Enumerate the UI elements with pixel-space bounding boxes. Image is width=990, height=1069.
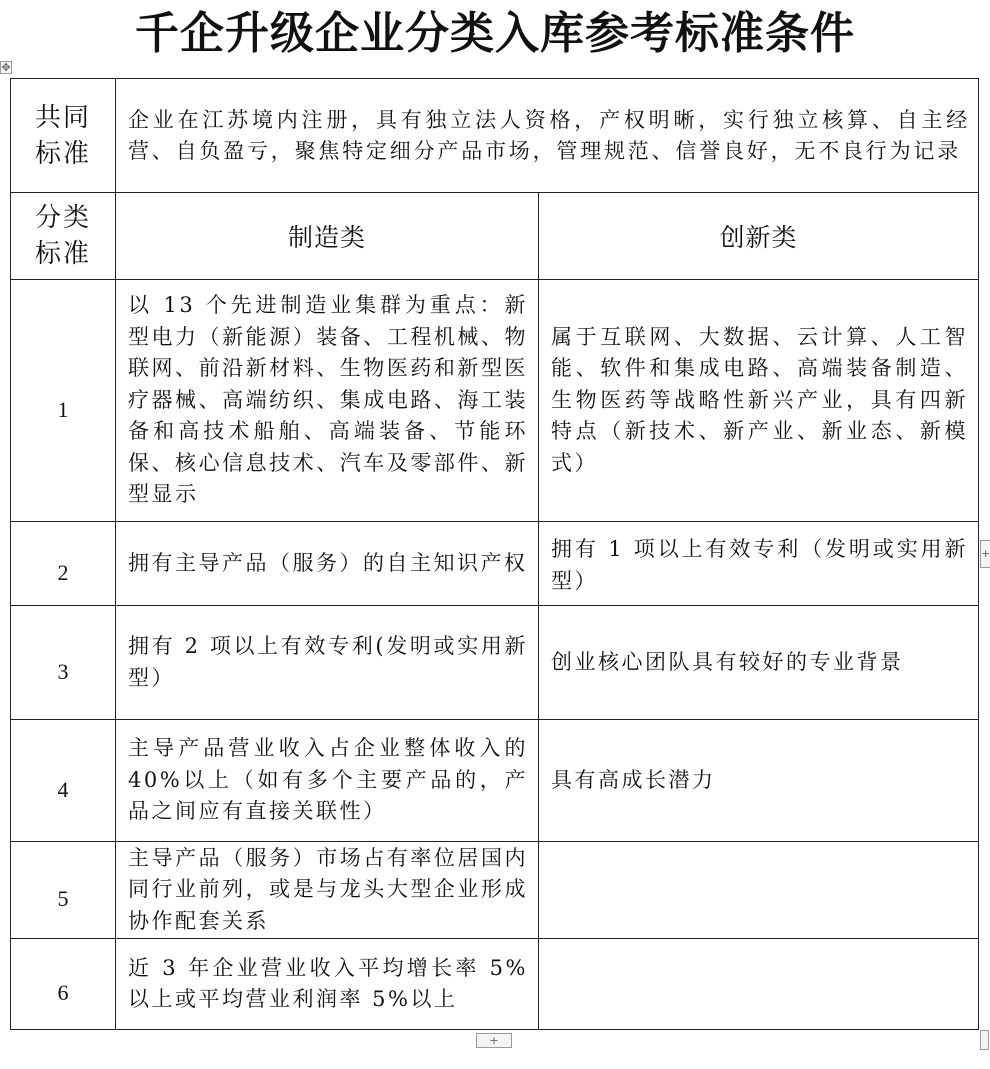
table-row <box>11 280 979 522</box>
innovation-criterion: 创业核心团队具有较好的专业背景 <box>539 606 979 720</box>
column-header-innovation: 创新类 <box>539 193 979 280</box>
category-standard-label-cell <box>11 193 116 280</box>
table-row-common <box>11 79 979 193</box>
manufacturing-criterion: 近 3 年企业营业收入平均增长率 5%以上或平均营业利润率 5%以上 <box>116 939 539 1030</box>
manufacturing-criterion: 主导产品（服务）市场占有率位居国内同行业前列，或是与龙头大型企业形成协作配套关系 <box>116 842 539 939</box>
row-number: 5 <box>11 842 116 939</box>
innovation-criterion: 拥有 1 项以上有效专利（发明或实用新型） <box>539 522 979 606</box>
innovation-criterion <box>539 842 979 939</box>
manufacturing-criterion: 以 13 个先进制造业集群为重点：新型电力（新能源）装备、工程机械、物联网、前沿新材料、生物医药和新型医疗器械、高端纺织、集成电路、海工装备和高技术船舶、高端装备、节能环保、核心信息技术、汽车及零部件、新型显示 <box>116 280 539 522</box>
manufacturing-criterion: 拥有主导产品（服务）的自主知识产权 <box>116 522 539 606</box>
innovation-criterion: 具有高成长潜力 <box>539 720 979 842</box>
standards-table <box>10 78 979 1030</box>
add-row-handle[interactable]: + <box>476 1033 512 1048</box>
add-column-handle[interactable]: + <box>980 540 990 568</box>
row-number: 6 <box>11 939 116 1030</box>
row-number: 1 <box>11 280 116 522</box>
common-standard-label: 共同标准 <box>34 102 91 169</box>
row-number: 4 <box>11 720 116 842</box>
manufacturing-criterion: 拥有 2 项以上有效专利(发明或实用新型） <box>116 606 539 720</box>
manufacturing-criterion: 主导产品营业收入占企业整体收入的 40%以上（如有多个主要产品的，产品之间应有直接关联性） <box>116 720 539 842</box>
document-title: 千企升级企业分类入库参考标准条件 <box>135 8 855 59</box>
innovation-criterion: 属于互联网、大数据、云计算、人工智能、软件和集成电路、高端装备制造、生物医药等战略性新兴产业，具有四新特点（新技术、新产业、新业态、新模式） <box>539 280 979 522</box>
table-row <box>11 720 979 842</box>
row-number: 2 <box>11 522 116 606</box>
table-row <box>11 939 979 1030</box>
category-standard-label: 分类标准 <box>34 203 91 269</box>
innovation-criterion <box>539 939 979 1030</box>
table-move-handle[interactable]: ✥ <box>1 61 11 74</box>
table-resize-handle[interactable] <box>980 1030 989 1050</box>
common-standard-text: 企业在江苏境内注册，具有独立法人资格，产权明晰，实行独立核算、自主经营、自负盈亏，聚焦特定细分产品市场，管理规范、信誉良好，无不良行为记录 <box>116 79 979 193</box>
column-header-manufacturing: 制造类 <box>116 193 539 280</box>
table-row <box>11 522 979 606</box>
common-standard-label-cell <box>11 79 116 193</box>
row-number: 3 <box>11 606 116 720</box>
table-row <box>11 842 979 939</box>
table-row-header <box>11 193 979 280</box>
table-row <box>11 606 979 720</box>
